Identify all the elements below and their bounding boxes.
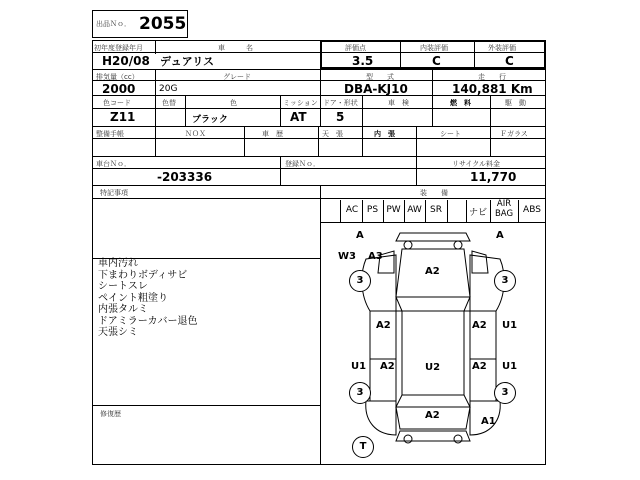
mileage: 140,881 Km [452,82,533,96]
lot-number-label: 出品Ｎｏ． [96,20,131,28]
remark-line: 車内汚れ [98,258,138,269]
chassis-number: -203336 [157,170,213,184]
grade: 20G [159,84,178,94]
maintenance-record-label: 整備手帳 [96,130,124,138]
mark-right-rear-u1: U1 [502,361,518,372]
mark-front-right: A [496,230,504,241]
color: ブラック [192,115,228,125]
mark-a3: A3 [368,251,383,262]
equipment-sr: SR [430,205,442,215]
equipment-abs: ABS [523,205,541,215]
chassis-number-label: 車台Ｎｏ． [96,160,131,168]
equipment-navi: ナビ [468,208,487,218]
recycle-fee-label: リサイクル料金 [452,160,501,168]
interior-trim-label: 内 張 [374,130,395,138]
model-code-label: 型 式 [366,73,394,81]
recycle-fee: 11,770 [470,170,517,184]
mark-hood: A2 [425,266,440,277]
inspection-label: 車 検 [388,99,409,107]
car-name: デュアリス [160,55,215,68]
nox-label: ＮＯＸ [185,130,206,138]
mark-front-left: A [356,230,364,241]
grade-label: グレード [223,73,251,81]
remarks-label: 特記事項 [100,189,128,197]
spare-tire: T [352,436,374,458]
car-name-label: 車 名 [218,44,253,52]
seat-label: シート [440,130,461,138]
tire-right-front: 3 [494,270,516,292]
first-registration: H20/08 [102,54,150,68]
tire-right-rear: 3 [494,382,516,404]
mark-rear-bumper: A1 [481,416,496,427]
score-label: 評価点 [345,44,366,52]
displacement: 2000 [102,82,136,96]
mark-right-front-door: A2 [472,320,487,331]
color-code-label: 色コード [103,99,131,107]
first-registration-label: 初年度登録年月 [94,44,143,52]
mark-left-front-door: A2 [376,320,391,331]
equipment-airbag: AIR BAG [494,199,514,219]
exterior-score: C [505,54,514,68]
color-change-label: 色替 [162,99,176,107]
mark-right-front-u1: U1 [502,320,518,331]
exterior-score-label: 外装評価 [488,44,516,52]
color-label: 色 [230,99,237,107]
repair-history-label: 修復歴 [100,410,121,418]
registration-number-label: 登録Ｎｏ． [285,160,320,168]
transmission-label: ミッション [283,99,318,107]
interior-score-label: 内装評価 [420,44,448,52]
doors-label: ドア・形状 [323,99,358,107]
tire-left-front: 3 [349,270,371,292]
mark-right-rear-a2: A2 [472,361,487,372]
transmission: AT [290,110,307,124]
mark-left-rear-a2: A2 [380,361,395,372]
vehicle-history-label: 車 歴 [262,130,283,138]
color-code: Z11 [110,110,136,124]
remark-line: シートスレ [98,281,148,292]
mileage-label: 走 行 [478,73,506,81]
remark-line: ドアミラーカバー退色 [98,315,198,327]
mark-w3: W3 [338,251,356,262]
remarks-list [98,258,198,339]
remark-line: 内張タルミ [98,304,148,315]
equipment-pw: PW [386,205,401,215]
remark-line: ペイント粗塗り [98,292,168,304]
doors: 5 [336,110,345,124]
headliner-label: 天 張 [322,130,343,138]
tire-left-rear: 3 [349,382,371,404]
equipment-ac: AC [345,205,359,215]
mark-left-rear-u1: U1 [351,361,367,372]
fuel-label: 燃 料 [450,99,471,107]
drive-label: 駆 動 [505,99,526,107]
mark-trunk: A2 [425,410,440,421]
equipment-label: 装 備 [420,189,448,197]
mark-roof: U2 [425,362,441,373]
score: 3.5 [352,54,374,68]
equipment-aw: AW [407,205,422,215]
front-glass-label: Ｆガラス [500,130,528,138]
lot-number-box [92,10,188,38]
lot-number: 2055 [139,14,187,34]
model-code: DBA-KJ10 [344,82,408,96]
remark-line: 下まわりボディサビ [98,269,188,281]
equipment-ps: PS [366,205,379,215]
displacement-label: 排気量（cc） [96,73,139,81]
interior-score: C [432,54,441,68]
remark-line: 天張シミ [98,327,138,338]
